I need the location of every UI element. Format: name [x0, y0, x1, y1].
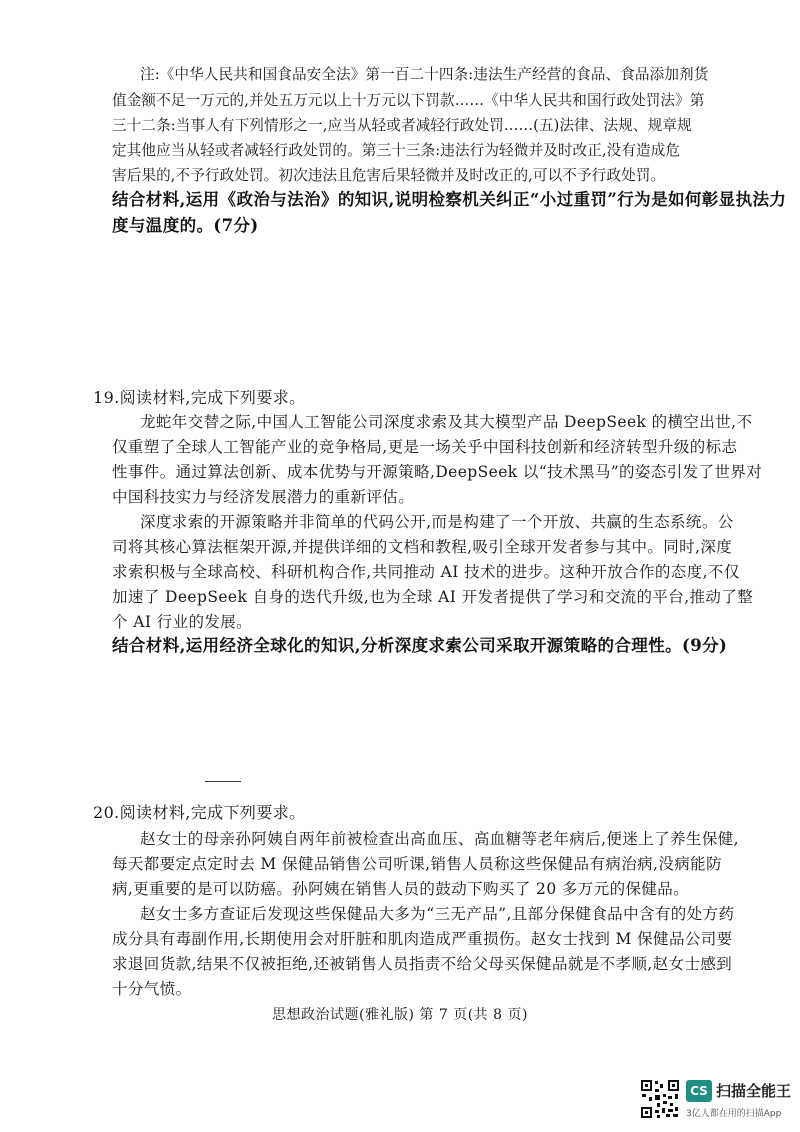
material-line: 仅重塑了全球人工智能产业的竞争格局,更是一场关乎中国科技创新和经济转型升级的标志	[112, 438, 738, 456]
q20-heading: 20.阅读材料,完成下列要求。	[93, 803, 306, 822]
q19-heading: 19.阅读材料,完成下列要求。	[93, 388, 306, 407]
divider	[205, 781, 241, 782]
material-line: 求退回货款,结果不仅被拒绝,还被销售人员指责不给父母买保健品就是不孝顺,赵女士感到	[112, 955, 733, 973]
material-line: 赵女士的母亲孙阿姨自两年前被检查出高血压、高血糖等老年病后,便迷上了养生保健,	[140, 830, 739, 848]
note-line: 注:《中华人民共和国食品安全法》第一百二十四条:违法生产经营的食品、食品添加剂货	[140, 66, 709, 83]
prompt-line: 结合材料,运用《政治与法治》的知识,说明检察机关纠正“小过重罚”行为是如何彰显执法力	[112, 190, 787, 209]
note-line: 定其他应当从轻或者减轻行政处罚的。第三十三条:违法行为轻微并及时改正,没有造成危	[112, 142, 681, 159]
material-line: 加速了 DeepSeek 自身的迭代升级,也为全球 AI 开发者提供了学习和交流的平台,推动了整	[112, 588, 754, 606]
note-line: 三十二条:当事人有下列情形之一,应当从轻或者减轻行政处罚……(五)法律、法规、规章规	[112, 117, 692, 134]
scanner-slogan: 3亿人都在用的扫描App	[686, 1109, 782, 1119]
material-line: 赵女士多方查证后发现这些保健品大多为“三无产品”,且部分保健食品中含有的处方药	[140, 905, 735, 923]
scanner-brand: 扫描全能王	[716, 1082, 792, 1100]
note-line: 害后果的,不予行政处罚。初次违法且危害后果轻微并及时改正的,可以不予行政处罚。	[112, 167, 666, 184]
material-line: 龙蛇年交替之际,中国人工智能公司深度求索及其大模型产品 DeepSeek 的横空出世,不	[140, 413, 753, 431]
material-line: 司将其核心算法框架开源,并提供详细的文档和教程,吸引全球开发者参与其中。同时,深度	[112, 538, 733, 556]
material-line: 每天都要定点定时去 M 保健品销售公司听课,销售人员称这些保健品有病治病,没病能防	[112, 855, 722, 873]
material-line: 成分具有毒副作用,长期使用会对肝脏和肌肉造成严重损伤。赵女士找到 M 保健品公司要	[112, 930, 733, 948]
material-line: 个 AI 行业的发展。	[112, 613, 253, 631]
material-line: 病,更重要的是可以防癌。孙阿姨在销售人员的鼓动下购买了 20 多万元的保健品。	[112, 880, 690, 898]
material-line: 求索积极与全球高校、科研机构合作,共同推动 AI 技术的进步。这种开放合作的态度,不仅	[112, 563, 740, 581]
qr-code-icon	[640, 1079, 680, 1119]
prompt-line: 度与温度的。(7分)	[112, 216, 259, 235]
material-line: 性事件。通过算法创新、成本优势与开源策略,DeepSeek 以“技术黑马”的姿态引发了世界对	[112, 463, 763, 481]
note-line: 值金额不足一万元的,并处五万元以上十万元以下罚款……《中华人民共和国行政处罚法》第	[112, 92, 705, 109]
camscanner-logo-icon: CS	[686, 1080, 712, 1102]
material-line: 中国科技实力与经济发展潜力的重新评估。	[112, 488, 415, 506]
material-line: 十分气愤。	[112, 980, 192, 998]
material-line: 深度求索的开源策略并非简单的代码公开,而是构建了一个开放、共赢的生态系统。公	[140, 513, 734, 531]
page-footer: 思想政治试题(雅礼版) 第 7 页(共 8 页)	[272, 1007, 528, 1023]
q19-prompt: 结合材料,运用经济全球化的知识,分析深度求索公司采取开源策略的合理性。(9分)	[112, 636, 728, 655]
